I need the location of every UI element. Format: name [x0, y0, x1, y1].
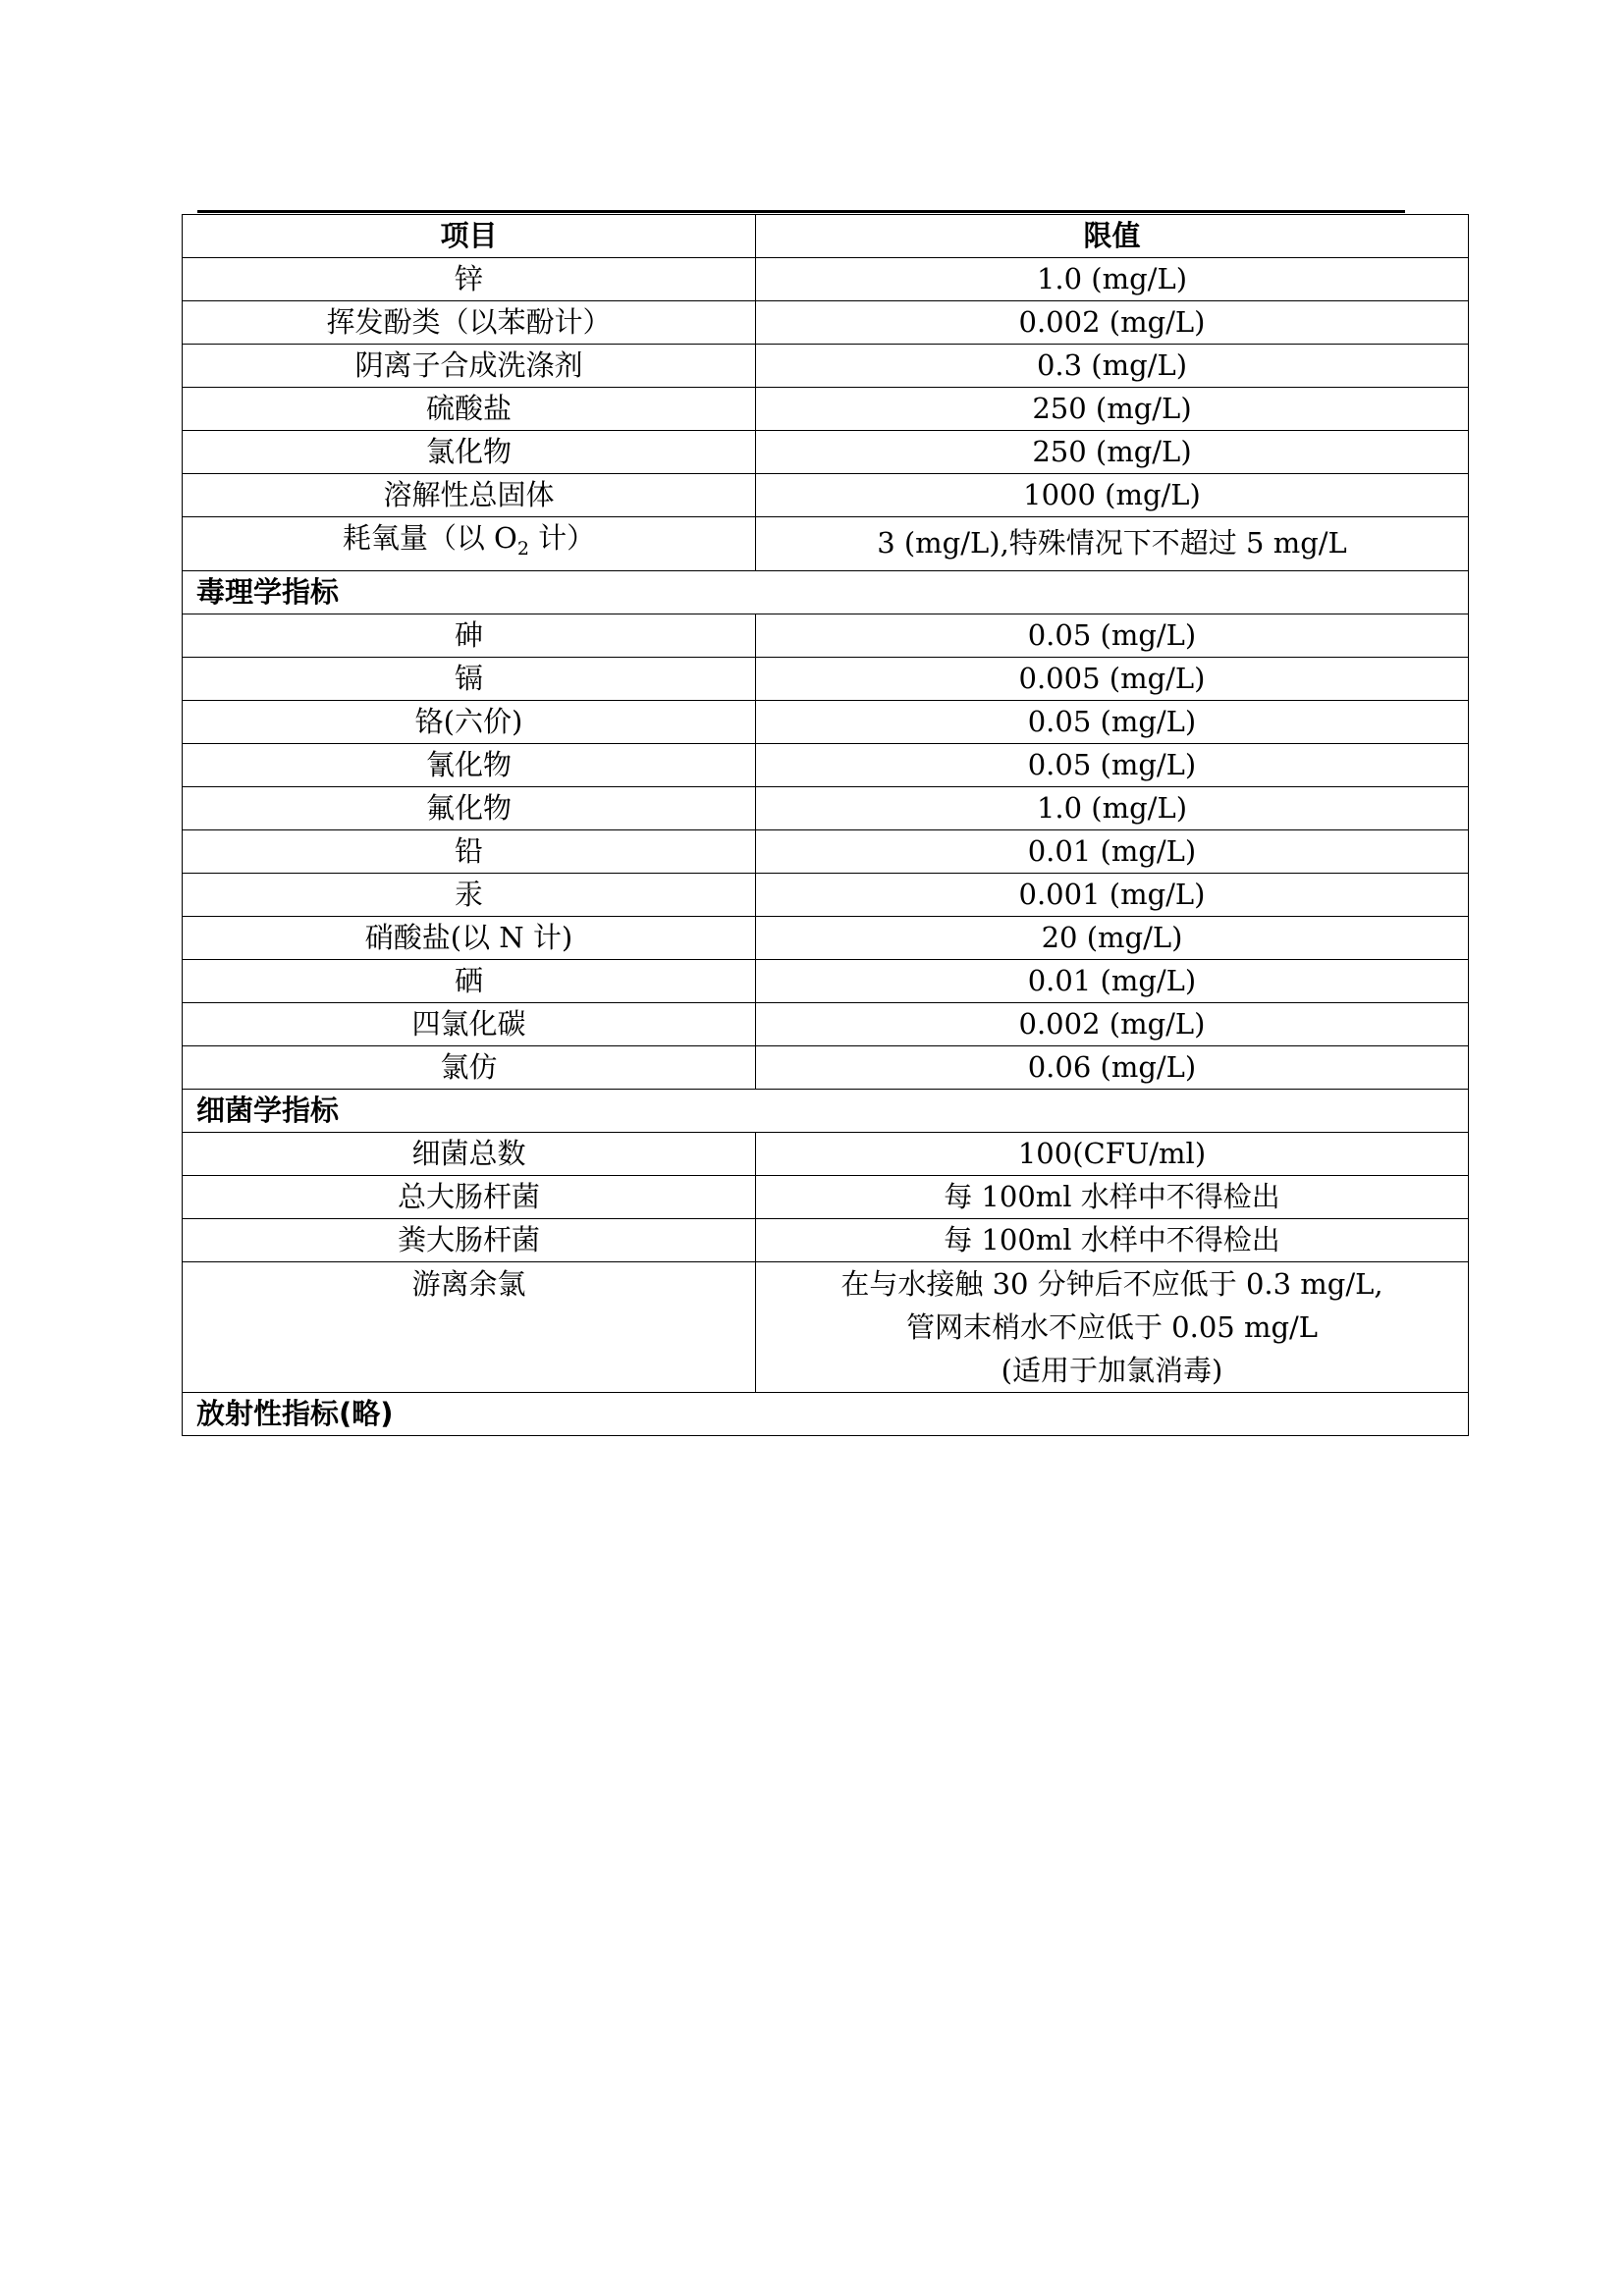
- water-quality-table: [182, 214, 1469, 1436]
- item-cell: 铬(六价): [183, 700, 756, 743]
- item-cell: 氟化物: [183, 786, 756, 829]
- table-row: [183, 1045, 1469, 1089]
- section-title: 毒理学指标: [183, 570, 1469, 614]
- limit-cell: 1000 (mg/L): [756, 474, 1469, 517]
- limit-cell: 1.0 (mg/L): [756, 786, 1469, 829]
- item-cell: 汞: [183, 873, 756, 916]
- limit-cell: 0.3 (mg/L): [756, 345, 1469, 388]
- section-row-bacteriology: [183, 1089, 1469, 1132]
- table-row: [183, 614, 1469, 657]
- table-row: [183, 959, 1469, 1002]
- table-row: [183, 431, 1469, 474]
- table-row: [183, 743, 1469, 786]
- limit-cell: 100(CFU/ml): [756, 1132, 1469, 1175]
- item-cell: 镉: [183, 657, 756, 700]
- table-row: [183, 873, 1469, 916]
- item-cell: 溶解性总固体: [183, 474, 756, 517]
- limit-cell: 每 100ml 水样中不得检出: [756, 1218, 1469, 1261]
- table-header-row: [183, 215, 1469, 258]
- item-text-pre: 耗氧量（以 O: [342, 521, 517, 555]
- section-title: 放射性指标(略): [183, 1392, 1469, 1435]
- limit-cell: 0.002 (mg/L): [756, 301, 1469, 345]
- table-row: [183, 345, 1469, 388]
- limit-cell: 0.005 (mg/L): [756, 657, 1469, 700]
- table-row: [183, 829, 1469, 873]
- item-cell: 锌: [183, 258, 756, 301]
- item-cell: 挥发酚类（以苯酚计）: [183, 301, 756, 345]
- table-row: [183, 700, 1469, 743]
- limit-cell: 0.05 (mg/L): [756, 700, 1469, 743]
- table-row: [183, 517, 1469, 571]
- header-item: 项目: [183, 215, 756, 258]
- limit-line-2: 管网末梢水不应低于 0.05 mg/L: [905, 1309, 1319, 1344]
- limit-cell: 0.06 (mg/L): [756, 1045, 1469, 1089]
- item-cell-oxygen-demand: [183, 517, 756, 571]
- table-row: [183, 258, 1469, 301]
- limit-cell: 3 (mg/L),特殊情况下不超过 5 mg/L: [756, 517, 1469, 571]
- table-row: [183, 474, 1469, 517]
- table-row: [183, 786, 1469, 829]
- top-rule: [197, 210, 1405, 213]
- item-cell: 总大肠杆菌: [183, 1175, 756, 1218]
- limit-cell: 1.0 (mg/L): [756, 258, 1469, 301]
- limit-cell: 0.002 (mg/L): [756, 1002, 1469, 1045]
- item-cell: 细菌总数: [183, 1132, 756, 1175]
- table-row: [183, 1002, 1469, 1045]
- item-text-post: 计）: [528, 521, 596, 555]
- item-cell: 铅: [183, 829, 756, 873]
- limit-cell: 0.01 (mg/L): [756, 959, 1469, 1002]
- table-row: [183, 1218, 1469, 1261]
- section-title: 细菌学指标: [183, 1089, 1469, 1132]
- item-text-subscript: 2: [516, 537, 529, 560]
- table-row: [183, 301, 1469, 345]
- limit-line-3: (适用于加氯消毒): [1001, 1353, 1223, 1387]
- table-row: [183, 1132, 1469, 1175]
- limit-cell: 0.05 (mg/L): [756, 614, 1469, 657]
- table-row: [183, 388, 1469, 431]
- item-cell: 阴离子合成洗涤剂: [183, 345, 756, 388]
- limit-cell: 0.05 (mg/L): [756, 743, 1469, 786]
- limit-cell-multiline: [756, 1261, 1469, 1392]
- limit-cell: 0.001 (mg/L): [756, 873, 1469, 916]
- item-cell: 硝酸盐(以 N 计): [183, 916, 756, 959]
- item-cell: 四氯化碳: [183, 1002, 756, 1045]
- item-cell: 氯仿: [183, 1045, 756, 1089]
- table-row: [183, 916, 1469, 959]
- item-cell: 硒: [183, 959, 756, 1002]
- limit-line-1: 在与水接触 30 分钟后不应低于 0.3 mg/L,: [840, 1266, 1383, 1301]
- limit-cell: 250 (mg/L): [756, 388, 1469, 431]
- limit-cell: 20 (mg/L): [756, 916, 1469, 959]
- item-cell: 游离余氯: [183, 1261, 756, 1392]
- header-limit: 限值: [756, 215, 1469, 258]
- section-row-toxicology: [183, 570, 1469, 614]
- item-cell: 砷: [183, 614, 756, 657]
- item-cell: 粪大肠杆菌: [183, 1218, 756, 1261]
- limit-cell: 0.01 (mg/L): [756, 829, 1469, 873]
- item-cell: 硫酸盐: [183, 388, 756, 431]
- item-cell: 氯化物: [183, 431, 756, 474]
- table-row: [183, 657, 1469, 700]
- limit-cell: 每 100ml 水样中不得检出: [756, 1175, 1469, 1218]
- limit-cell: 250 (mg/L): [756, 431, 1469, 474]
- table-row-free-chlorine: [183, 1261, 1469, 1392]
- item-cell: 氰化物: [183, 743, 756, 786]
- section-row-radioactivity: [183, 1392, 1469, 1435]
- table-row: [183, 1175, 1469, 1218]
